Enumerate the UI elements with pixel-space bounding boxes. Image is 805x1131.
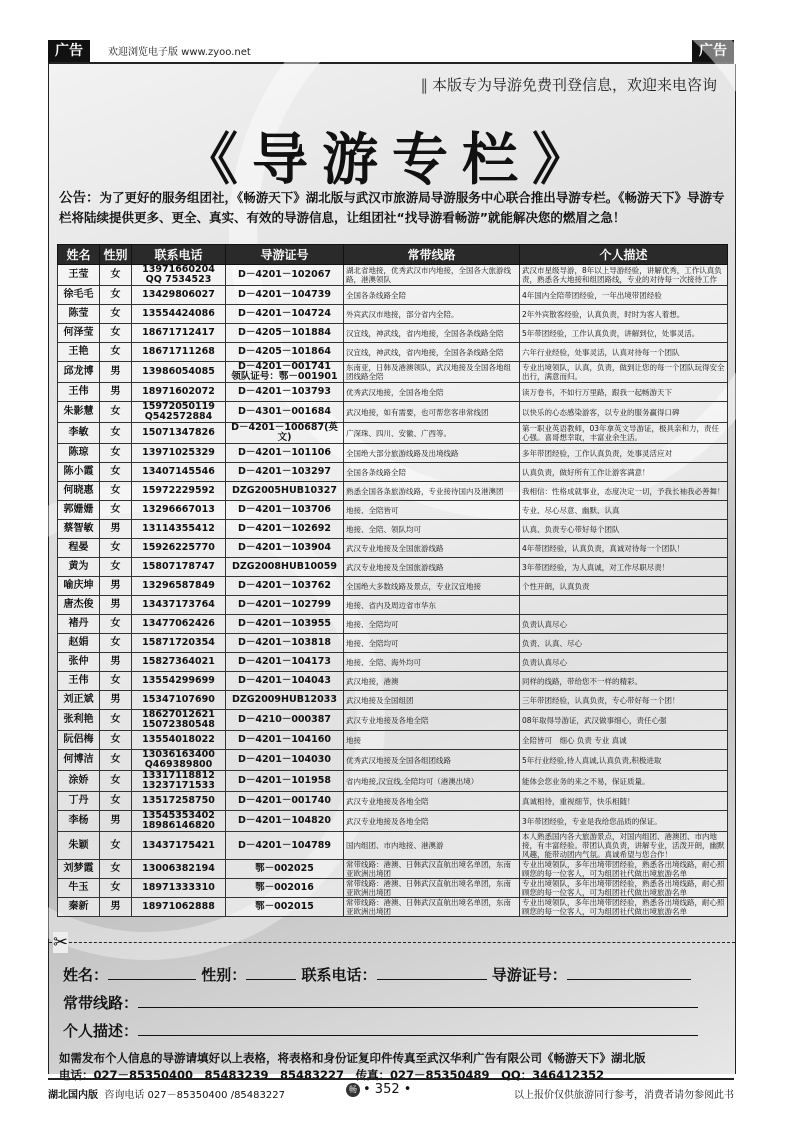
cell-description: 2年外宾散客经验，认真负责，时时为客人着想。: [520, 305, 728, 324]
cell-name: 喻庆坤: [58, 577, 100, 596]
table-row: [58, 615, 728, 634]
cell-description: 以快乐的心态感染游客，以专业的服务赢得口碑: [520, 402, 728, 423]
ad-label-left: 广告: [48, 40, 90, 62]
cell-phone: 15827364021: [132, 653, 226, 672]
cell-phone: 13006382194: [132, 860, 226, 879]
table-row: [58, 482, 728, 501]
table-row: [58, 520, 728, 539]
cell-license: D－4210－000387: [226, 710, 344, 731]
cut-line: [49, 942, 735, 943]
cell-gender: 男: [100, 577, 132, 596]
form-name-field[interactable]: [108, 965, 196, 980]
cell-route: 武汉专业地接及全国旅游线路: [344, 558, 520, 577]
cell-description: 专业出境领队，认真，负责，做到让您的每一个团队玩得安全出行，满意而归。: [520, 362, 728, 383]
cell-name: 李敏: [58, 423, 100, 444]
edition-name: 湖北国内版: [48, 1090, 98, 1101]
cell-license: D－4201－102692: [226, 520, 344, 539]
table-row: [58, 463, 728, 482]
cell-name: 赵娟: [58, 634, 100, 653]
cell-phone: 15972229592: [132, 482, 226, 501]
table-row: [58, 691, 728, 710]
cell-route: 全国各条线路全陪: [344, 286, 520, 305]
cell-route: 地接、全陪皆可: [344, 501, 520, 520]
cell-route: 地接、全陪均可: [344, 615, 520, 634]
cell-gender: 男: [100, 898, 132, 917]
cell-gender: 女: [100, 305, 132, 324]
cell-phone: 13554424086: [132, 305, 226, 324]
cell-name: 何泽莹: [58, 324, 100, 343]
cell-route: 优秀武汉地接及全国各组团线路: [344, 750, 520, 771]
table-row: [58, 596, 728, 615]
cell-name: 何博洁: [58, 750, 100, 771]
table-row: [58, 362, 728, 383]
cell-description: 能体会您业务的来之不易，保证质量。: [520, 771, 728, 792]
cell-description: 负责认真尽心: [520, 653, 728, 672]
cell-phone: 13554018022: [132, 731, 226, 750]
cell-gender: 女: [100, 482, 132, 501]
cell-license: D－4201－103818: [226, 634, 344, 653]
consult-phone: 咨询电话 027－85350400 /85483227: [104, 1090, 285, 1101]
cell-gender: 女: [100, 444, 132, 463]
cell-route: 全国绝大多数线路及景点，专业汉宜地接: [344, 577, 520, 596]
announcement-text: 为了更好的服务组团社，《畅游天下》湖北版与武汉市旅游局导游服务中心联合推出导游专栏。《畅游天下》导游专栏将陆续提供更多、更全、真实、有效的导游信息，让组团社“找导游看畅游”就能解决您的燃眉之急！: [59, 190, 725, 225]
cell-license: D－4201－100687(英文): [226, 423, 344, 444]
cell-description: 认真负责，做好所有工作让游客满意！: [520, 463, 728, 482]
brand-logo-icon: 畅: [346, 1083, 360, 1097]
cell-license: D－4201－103955: [226, 615, 344, 634]
table-row: [58, 832, 728, 860]
cell-phone: 15926225770: [132, 539, 226, 558]
cell-route: 全国各条线路全陪: [344, 463, 520, 482]
table-header-row: [58, 245, 728, 265]
cell-name: 王伟: [58, 672, 100, 691]
cell-license: D－4201－103297: [226, 463, 344, 482]
table-row: [58, 286, 728, 305]
cell-description: [520, 596, 728, 615]
cell-license: D－4201－102067: [226, 265, 344, 286]
cell-name: 陈小霞: [58, 463, 100, 482]
cell-description: 专业出境领队，多年出境带团经验，熟悉各出境线路，耐心照顾您的每一位客人，可为组团社代做出境旅游名单: [520, 898, 728, 917]
table-row: [58, 771, 728, 792]
cell-gender: 女: [100, 710, 132, 731]
cell-name: 唐杰俊: [58, 596, 100, 615]
cell-phone: 13971025329: [132, 444, 226, 463]
cell-name: 秦新: [58, 898, 100, 917]
cell-phone: 13429806027: [132, 286, 226, 305]
cell-route: 常带线路：港澳、日韩武汉直航出境名单团，东南亚欧洲出境团: [344, 860, 520, 879]
cell-description: 本人熟悉国内各大旅游景点，对国内组团、港澳团、市内地接，有丰富经验。带团认真负责，讲解专业，活泼开朗，幽默风趣，能带动团内气氛。真诚希望与您合作！: [520, 832, 728, 860]
form-row-description: [63, 1020, 723, 1041]
contact-numbers: 电话：027－85350400 85483239 85483227 传真：027－85350489 QQ：346412352: [59, 1068, 605, 1082]
cell-description: 4年带团经验，认真负责，真诚对待每一个团队！: [520, 539, 728, 558]
cell-gender: 女: [100, 771, 132, 792]
cell-route: 东南亚，日韩及港澳领队，武汉地接及全国各地组团线路全陪: [344, 362, 520, 383]
guide-column-panel: [48, 64, 736, 1082]
cell-name: 何晓惠: [58, 482, 100, 501]
cell-gender: 男: [100, 362, 132, 383]
cell-gender: 女: [100, 343, 132, 362]
table-row: [58, 324, 728, 343]
cell-description: 5年带团经验，工作认真负责，讲解到位，处事灵活。: [520, 324, 728, 343]
table-row: [58, 879, 728, 898]
cell-route: 外宾武汉市地接，部分省内全陪。: [344, 305, 520, 324]
cell-route: 武汉专业地接及各地全陪: [344, 710, 520, 731]
cell-name: 李杨: [58, 811, 100, 832]
form-name-label: 姓名：: [63, 966, 109, 984]
cell-name: 黄为: [58, 558, 100, 577]
cell-gender: 女: [100, 265, 132, 286]
cell-route: 汉宜线，神武线，省内地接，全国各条线路全陪: [344, 324, 520, 343]
cell-license: D－4201－103793: [226, 383, 344, 402]
cell-gender: 女: [100, 634, 132, 653]
page-number: [346, 1082, 411, 1097]
cell-name: 阮侣梅: [58, 731, 100, 750]
cell-route: 武汉专业地接及全国旅游线路: [344, 539, 520, 558]
cell-gender: 女: [100, 615, 132, 634]
cell-description: 专业出境领队，多年出境带团经验，熟悉各出境线路，耐心照顾您的每一位客人，可为组团社代做出境旅游名单: [520, 879, 728, 898]
cell-phone: 15071347826: [132, 423, 226, 444]
form-desc-field[interactable]: [138, 1021, 698, 1036]
table-row: [58, 501, 728, 520]
cell-gender: 女: [100, 792, 132, 811]
cell-name: 刘梦霞: [58, 860, 100, 879]
cell-phone: 15807178747: [132, 558, 226, 577]
cell-name: 牛玉: [58, 879, 100, 898]
website-url: 欢迎浏览电子版 www.zyoo.net: [108, 47, 251, 58]
table-row: [58, 811, 728, 832]
table-row: [58, 423, 728, 444]
cell-license: D－4301－001684: [226, 402, 344, 423]
header-route: 常带线路: [344, 245, 520, 265]
cell-gender: 女: [100, 750, 132, 771]
cell-description: 全陪皆可 细心 负责 专业 真诚: [520, 731, 728, 750]
cell-gender: 男: [100, 383, 132, 402]
cell-name: 涂娇: [58, 771, 100, 792]
cell-description: 08年取得导游证，武汉做事细心，责任心强: [520, 710, 728, 731]
table-row: [58, 792, 728, 811]
cell-route: 地接、全陪、海外均可: [344, 653, 520, 672]
cell-phone: 13317118812 13237171533: [132, 771, 226, 792]
guide-table: [57, 244, 728, 917]
cell-phone: 18671711268: [132, 343, 226, 362]
page-number-text: • 352 •: [363, 1082, 412, 1097]
cell-route: 武汉地接，如有需要，也可帮您客串常线团: [344, 402, 520, 423]
cell-name: 王艳: [58, 343, 100, 362]
cell-gender: 女: [100, 463, 132, 482]
cell-license: D－4201－104173: [226, 653, 344, 672]
cell-gender: 男: [100, 653, 132, 672]
table-row: [58, 444, 728, 463]
cell-gender: 女: [100, 672, 132, 691]
cell-license: 鄂－002016: [226, 879, 344, 898]
cell-gender: 女: [100, 423, 132, 444]
cell-route: 全国绝大部分旅游线路及出境线路: [344, 444, 520, 463]
cell-name: 朱影慧: [58, 402, 100, 423]
cell-license: D－4201－101958: [226, 771, 344, 792]
form-license-label: 导游证号：: [491, 966, 567, 984]
instructions-text: 如需发布个人信息的导游请填好以上表格，将表格和身份证复印件传真至武汉华利广告有限公司《畅游天下》湖北版: [59, 1051, 646, 1065]
cell-name: 褚丹: [58, 615, 100, 634]
cell-name: 郭姗姗: [58, 501, 100, 520]
divider-mark: ‖: [420, 76, 428, 94]
cell-route: 广深珠、四川、安徽、广西等。: [344, 423, 520, 444]
table-row: [58, 710, 728, 731]
cell-phone: 18971602072: [132, 383, 226, 402]
table-row: [58, 402, 728, 423]
header-phone: 联系电话: [132, 245, 226, 265]
cell-name: 陈琼: [58, 444, 100, 463]
cell-description: 负责认真尽心: [520, 615, 728, 634]
cell-phone: 13296667013: [132, 501, 226, 520]
cell-license: D－4201－104030: [226, 750, 344, 771]
cell-phone: 18971062888: [132, 898, 226, 917]
cell-license: D－4201－001740: [226, 792, 344, 811]
cell-phone: 13517258750: [132, 792, 226, 811]
scissors-icon: ✂: [53, 932, 69, 953]
header-gender: 性别: [100, 245, 132, 265]
cell-name: 陈莹: [58, 305, 100, 324]
form-row-basic: [63, 964, 723, 985]
cell-description: 同样的线路，带给您不一样的精彩。: [520, 672, 728, 691]
cell-route: 熟悉全国各条旅游线路，专业接待国内及港澳团: [344, 482, 520, 501]
cell-license: D－4205－101884: [226, 324, 344, 343]
cell-license: D－4201－102799: [226, 596, 344, 615]
cell-route: 省内地接,汉宜线,全陪均可（港澳出境）: [344, 771, 520, 792]
cell-license: D－4201－103904: [226, 539, 344, 558]
cell-license: D－4201－104739: [226, 286, 344, 305]
cell-phone: 13477062426: [132, 615, 226, 634]
cell-name: 张仲: [58, 653, 100, 672]
cell-phone: 13437173764: [132, 596, 226, 615]
table-row: [58, 539, 728, 558]
table-row: [58, 634, 728, 653]
cell-route: 国内组团、市内地接、港澳游: [344, 832, 520, 860]
form-route-label: 常带线路：: [63, 994, 139, 1012]
cell-license: DZG2005HUB10327: [226, 482, 344, 501]
cell-gender: 男: [100, 596, 132, 615]
page-title: 《导游专栏》: [182, 127, 602, 193]
cell-gender: 女: [100, 832, 132, 860]
cell-phone: 15347107690: [132, 691, 226, 710]
cell-phone: 18627012621 15072380548: [132, 710, 226, 731]
table-row: [58, 731, 728, 750]
cell-license: D－4201－001741 领队证号：鄂－001901: [226, 362, 344, 383]
cell-description: 多年带团经验，工作认真负责，处事灵活应对: [520, 444, 728, 463]
cell-phone: 13114355412: [132, 520, 226, 539]
disclaimer: 以上报价仅供旅游同行参考，消费者请勿参阅此书: [514, 1090, 734, 1101]
cell-description: 3年带团经验，专业是我给您品质的保证。: [520, 811, 728, 832]
cell-license: DZG2009HUB12033: [226, 691, 344, 710]
cell-phone: 13036163400 Q469389800: [132, 750, 226, 771]
cell-phone: 13437175421: [132, 832, 226, 860]
table-body: [58, 265, 728, 917]
bottom-footer-bar: [48, 1078, 734, 1102]
cell-gender: 男: [100, 520, 132, 539]
subtitle: [420, 74, 717, 95]
announcement: [59, 188, 727, 227]
cell-description: 5年行业经验,待人真诚,认真负责,积极进取: [520, 750, 728, 771]
edition-info: [48, 1086, 285, 1101]
table-row: [58, 577, 728, 596]
form-desc-label: 个人描述：: [63, 1022, 139, 1040]
header-license: 导游证号: [226, 245, 344, 265]
cell-route: 武汉地接及全国组团: [344, 691, 520, 710]
form-phone-label: 联系电话：: [301, 966, 377, 984]
cell-description: 认真、负责专心带好每个团队: [520, 520, 728, 539]
cell-description: 第一职业英语教师，03年拿英文导游证，极具亲和力，责任心强。喜哥想幸取，丰富业余生活。: [520, 423, 728, 444]
cell-gender: 女: [100, 879, 132, 898]
cell-phone: 13986054085: [132, 362, 226, 383]
cell-phone: 13971660204 QQ 7534523: [132, 265, 226, 286]
cell-route: 地接、全陪均可: [344, 634, 520, 653]
cell-name: 王伟: [58, 383, 100, 402]
cell-name: 邱龙博: [58, 362, 100, 383]
form-route-field[interactable]: [138, 993, 698, 1008]
cell-route: 地接: [344, 731, 520, 750]
cell-name: 徐毛毛: [58, 286, 100, 305]
cell-description: 负责、认真、尽心: [520, 634, 728, 653]
table-row: [58, 898, 728, 917]
cell-license: D－4201－104820: [226, 811, 344, 832]
cell-name: 刘正斌: [58, 691, 100, 710]
cell-phone: 18971333310: [132, 879, 226, 898]
cell-gender: 女: [100, 324, 132, 343]
cell-description: 4年国内全陪带团经验，一年出境带团经验: [520, 286, 728, 305]
cell-license: D－4201－104043: [226, 672, 344, 691]
cell-route: 常带线路：港澳、日韩武汉直航出境名单团，东南亚欧洲出境团: [344, 879, 520, 898]
cell-gender: 女: [100, 402, 132, 423]
cell-phone: 13545353402 18986146820: [132, 811, 226, 832]
cell-gender: 女: [100, 286, 132, 305]
cell-license: D－4201－101106: [226, 444, 344, 463]
cell-route: 优秀武汉地接，全国各地全陪: [344, 383, 520, 402]
cell-name: 王莹: [58, 265, 100, 286]
cell-license: D－4201－104160: [226, 731, 344, 750]
cell-name: 蔡智敏: [58, 520, 100, 539]
form-gender-label: 性别：: [201, 966, 247, 984]
cell-gender: 男: [100, 691, 132, 710]
table-row: [58, 672, 728, 691]
table-row: [58, 383, 728, 402]
cell-gender: 女: [100, 558, 132, 577]
cell-route: 湖北省地接，优秀武汉市内地接，全国各大旅游线路，港澳领队: [344, 265, 520, 286]
cell-phone: 13554299699: [132, 672, 226, 691]
ad-label-right: 广告: [692, 40, 734, 62]
cell-route: 常带线路：港澳、日韩武汉直航出境名单团，东南亚欧洲出境团: [344, 898, 520, 917]
cell-description: 读万卷书，不如行万里路，跟我一起畅游天下: [520, 383, 728, 402]
form-phone-field[interactable]: [377, 965, 487, 980]
cell-license: 鄂－002015: [226, 898, 344, 917]
table-row: [58, 558, 728, 577]
form-license-field[interactable]: [567, 965, 691, 980]
table-row: [58, 860, 728, 879]
header-description: 个人描述: [520, 245, 728, 265]
cell-description: 真诚相待，重视细节，快乐相随！: [520, 792, 728, 811]
cell-name: 张利艳: [58, 710, 100, 731]
announcement-label: 公告：: [59, 190, 100, 206]
cell-license: 鄂－002025: [226, 860, 344, 879]
cell-license: D－4201－103762: [226, 577, 344, 596]
form-gender-field[interactable]: [246, 965, 296, 980]
cell-license: DZG2008HUB10059: [226, 558, 344, 577]
subtitle-text: 本版专为导游免费刊登信息，欢迎来电咨询: [431, 76, 717, 94]
cell-license: D－4201－104724: [226, 305, 344, 324]
cell-route: 地接、全陪、领队均可: [344, 520, 520, 539]
cell-phone: 15972050119 Q542572884: [132, 402, 226, 423]
cell-name: 程晏: [58, 539, 100, 558]
form-row-route: [63, 992, 723, 1013]
cell-gender: 男: [100, 811, 132, 832]
cell-phone: 13407145546: [132, 463, 226, 482]
cell-route: 汉宜线，神武线，省内地接，全国各条线路全陪: [344, 343, 520, 362]
cell-description: 专业出境领队，多年出境带团经验，熟悉各出境线路，耐心照顾您的每一位客人，可为组团社代做出境旅游名单: [520, 860, 728, 879]
cell-phone: 13296587849: [132, 577, 226, 596]
cell-description: 我相信：性格成就事业，态度决定一切，予我长袖我必善舞！: [520, 482, 728, 501]
cell-description: 六年行业经验，处事灵活，认真对待每一个团队: [520, 343, 728, 362]
table-row: [58, 653, 728, 672]
table-row: [58, 265, 728, 286]
cell-name: 朱颖: [58, 832, 100, 860]
cell-license: D－4201－103706: [226, 501, 344, 520]
cell-gender: 女: [100, 539, 132, 558]
cell-license: D－4201－104789: [226, 832, 344, 860]
cell-route: 武汉专业地接及各地全陪: [344, 792, 520, 811]
table-row: [58, 343, 728, 362]
cell-gender: 女: [100, 501, 132, 520]
table-row: [58, 305, 728, 324]
cell-gender: 女: [100, 731, 132, 750]
cell-phone: 18671712417: [132, 324, 226, 343]
cell-license: D－4205－101864: [226, 343, 344, 362]
cell-name: 丁丹: [58, 792, 100, 811]
cell-description: 武汉市星级导游，8年以上导游经验，讲解优秀，工作认真负责，熟悉各大地接和组团路线，专业的对待每一次接待工作: [520, 265, 728, 286]
cell-route: 武汉专业地接及各地全陪: [344, 811, 520, 832]
cell-route: 地接、省内及周边省市华东: [344, 596, 520, 615]
cell-description: 专业、尽心尽意、幽默、认真: [520, 501, 728, 520]
cell-phone: 15871720354: [132, 634, 226, 653]
cell-description: 3年带团经验，为人真诚，对工作尽职尽责！: [520, 558, 728, 577]
cell-route: 武汉地接，港澳: [344, 672, 520, 691]
cell-description: 三年带团经验，认真负责，专心带好每一个团！: [520, 691, 728, 710]
cell-description: 个性开朗，认真负责: [520, 577, 728, 596]
cell-gender: 女: [100, 860, 132, 879]
header-name: 姓名: [58, 245, 100, 265]
table-row: [58, 750, 728, 771]
